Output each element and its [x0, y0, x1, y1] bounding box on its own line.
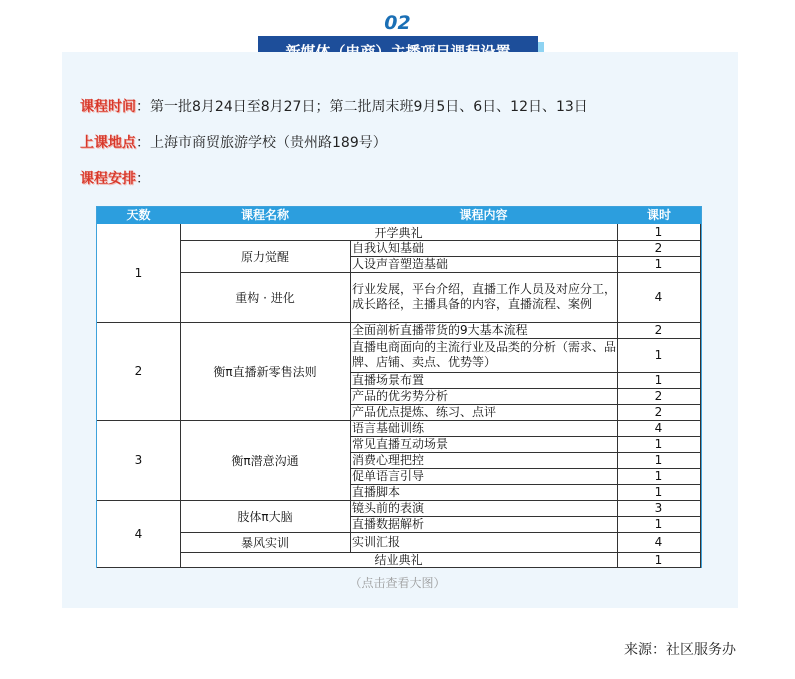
content-cell: 直播场景布置	[352, 372, 425, 387]
hours-cell: 1	[654, 517, 663, 531]
content-cell: 实训汇报	[352, 534, 401, 549]
content-cell: 自我认知基础	[352, 240, 425, 255]
view-large-image-link[interactable]: （点击查看大图）	[349, 576, 446, 590]
course-time-label: 课程时间	[80, 99, 136, 115]
course-name-cell: 衡π直播新零售法则	[213, 364, 317, 379]
course-name-cell: 肢体π大脑	[237, 509, 293, 524]
content-cell: 行业发展，平台介绍，直播工作人员及对应分工，成长路径，主播具备的内容，直播流程、案例	[352, 282, 617, 311]
hours-cell: 4	[654, 290, 663, 304]
header-course: 课程名称	[240, 208, 289, 222]
table-header	[97, 207, 701, 224]
content-cell: 镜头前的表演	[352, 500, 425, 515]
hours-cell: 4	[654, 421, 663, 435]
content-cell: 消费心理把控	[352, 452, 425, 467]
course-name-cell: 暴风实训	[240, 535, 289, 550]
content-cell: 促单语言引导	[352, 468, 425, 483]
hours-cell: 1	[654, 485, 663, 499]
course-place-label: 上课地点	[80, 135, 136, 151]
course-name-cell: 原力觉醒	[240, 249, 289, 264]
content-cell: 直播电商面向的主流行业及品类的分析（需求、品牌、店铺、卖点、优势等）	[352, 340, 617, 369]
content-cell: 产品优点提炼、练习、点评	[352, 404, 497, 419]
content-cell: 产品的优劣势分析	[352, 388, 449, 403]
day-cell: 4	[134, 526, 143, 541]
hours-cell: 1	[654, 257, 663, 271]
course-place-value: ：上海市商贸旅游学校（贵州路189号）	[136, 135, 387, 151]
course-schedule-value: ：	[136, 171, 150, 187]
hours-cell: 1	[654, 469, 663, 483]
hours-cell: 3	[654, 501, 663, 515]
header-day: 天数	[126, 208, 151, 222]
closing-ceremony: 结业典礼	[374, 553, 423, 567]
hours-cell: 1	[654, 225, 663, 239]
hours-cell: 4	[654, 535, 663, 549]
hours-cell: 1	[654, 552, 663, 567]
course-place-line	[80, 132, 387, 152]
hours-cell: 1	[654, 373, 663, 387]
hours-cell: 2	[654, 323, 663, 337]
course-time-value: ：第一批8月24日至8月27日；第二批周末班9月5日、6日、12日、13日	[136, 99, 588, 115]
section-number: 02	[384, 12, 411, 34]
content-cell: 语言基础训练	[352, 420, 425, 435]
hours-cell: 2	[654, 389, 663, 403]
header-hours: 课时	[646, 208, 671, 222]
opening-ceremony: 开学典礼	[374, 225, 423, 240]
course-schedule-line	[80, 168, 150, 188]
day-cell: 2	[134, 364, 143, 378]
source-credit: 来源：社区服务办	[624, 642, 736, 658]
content-cell: 常见直播互动场景	[352, 436, 449, 451]
course-time-line	[80, 96, 588, 116]
content-cell: 直播数据解析	[352, 516, 425, 531]
hours-cell: 2	[654, 241, 663, 255]
day-cell: 3	[134, 453, 143, 467]
hours-cell: 2	[654, 405, 663, 419]
course-schedule-label: 课程安排	[80, 171, 136, 187]
hours-cell: 1	[654, 348, 663, 362]
hours-cell: 1	[654, 437, 663, 451]
course-name-cell: 重构 · 进化	[235, 290, 295, 305]
course-name-cell: 衡π潜意沟通	[231, 453, 299, 468]
course-table[interactable]	[96, 206, 702, 568]
content-cell: 全面剖析直播带货的9大基本流程	[352, 322, 528, 337]
header-content: 课程内容	[459, 208, 508, 222]
day-cell: 1	[134, 266, 143, 280]
hours-cell: 1	[654, 453, 663, 467]
content-cell: 直播脚本	[352, 484, 401, 499]
content-cell: 人设声音塑造基础	[352, 256, 449, 271]
